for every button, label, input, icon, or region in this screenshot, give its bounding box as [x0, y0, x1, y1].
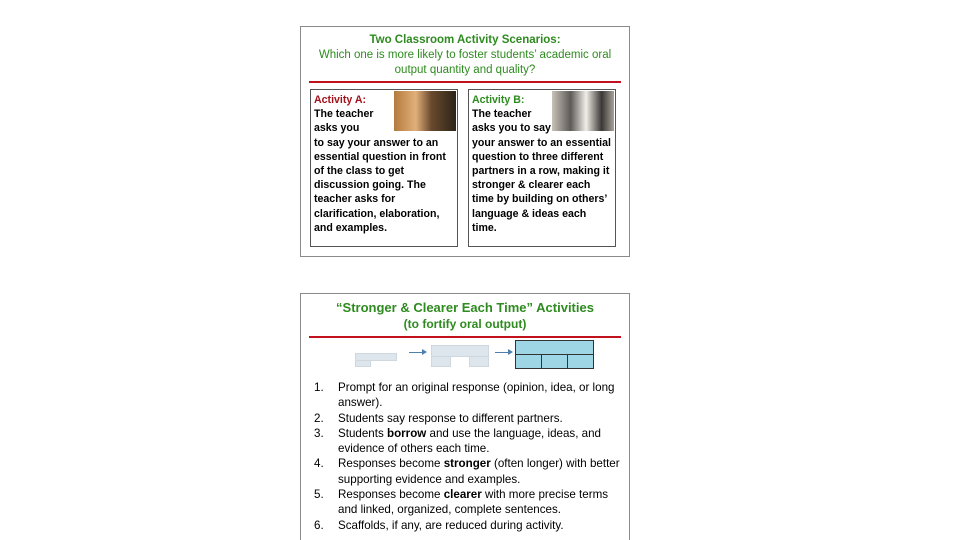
arrow-right-icon — [409, 352, 425, 353]
medium-response-shape — [431, 356, 451, 367]
activity-a-line: clarification, elaboration, — [314, 207, 440, 220]
activity-b-line: stronger & clearer each — [472, 179, 591, 192]
activity-b-line: question to three different — [472, 150, 604, 163]
activity-b-label: Activity B: — [472, 94, 525, 106]
activity-a-box — [310, 89, 458, 247]
slide-classroom-scenarios — [300, 26, 630, 257]
activity-a-line: The teacher — [314, 108, 374, 121]
slide-stronger-clearer — [300, 293, 630, 540]
activity-a-line: asks you — [314, 122, 360, 135]
medium-response-shape — [469, 356, 489, 367]
activity-b-line: time by building on others’ — [472, 193, 608, 206]
activity-b-line: language & ideas each — [472, 207, 587, 220]
list-item: 1. Prompt for an original response (opinion, idea, or long answer). — [314, 381, 615, 410]
activity-a-line: discussion going. The — [314, 179, 426, 192]
steps-list — [301, 380, 629, 533]
activity-b-line: your answer to an essential — [472, 136, 611, 149]
slide1-title: Two Classroom Activity Scenarios: — [369, 34, 561, 46]
classroom-hands-raised-photo — [394, 91, 456, 131]
students-talking-photo — [552, 91, 614, 131]
arrow-right-icon — [495, 352, 511, 353]
activity-b-line: time. — [472, 221, 497, 234]
large-response-shape — [515, 340, 594, 369]
slide1-divider — [309, 81, 621, 83]
slide2-title: “Stronger & Clearer Each Time” Activities — [336, 300, 594, 315]
activity-a-line: teacher asks for — [314, 193, 396, 206]
activity-a-line: to say your answer to an — [314, 136, 439, 149]
list-item: 5. Responses become clearer with more precise terms and linked, organized, complete sentences. — [314, 488, 609, 517]
list-item: 3. Students borrow and use the language, ideas, and evidence of others each time. — [314, 426, 601, 456]
activity-a-line: of the class to get — [314, 165, 405, 178]
activity-b-box — [468, 89, 616, 247]
activity-a-line: essential question in front — [314, 150, 446, 163]
list-item: 6. Scaffolds, if any, are reduced during activity. — [314, 518, 564, 532]
growth-diagram — [309, 340, 621, 376]
activity-b-line: asks you to say — [472, 122, 551, 135]
list-item: 4. Responses become stronger (often longer) with better supporting evidence and examples. — [314, 457, 620, 486]
activity-b-line: The teacher — [472, 108, 532, 121]
small-response-shape — [355, 360, 371, 367]
slide2-divider — [309, 336, 621, 338]
list-item: 2. Students say response to different partners. — [314, 411, 563, 425]
activity-a-line: and examples. — [314, 221, 388, 234]
slide2-subtitle: (to fortify oral output) — [403, 317, 527, 331]
activity-a-label: Activity A: — [314, 94, 366, 106]
activity-b-line: partners in a row, making it — [472, 165, 610, 178]
slide1-subtitle: Which one is more likely to foster students’ academic oral output quantity and quality? — [318, 49, 612, 76]
